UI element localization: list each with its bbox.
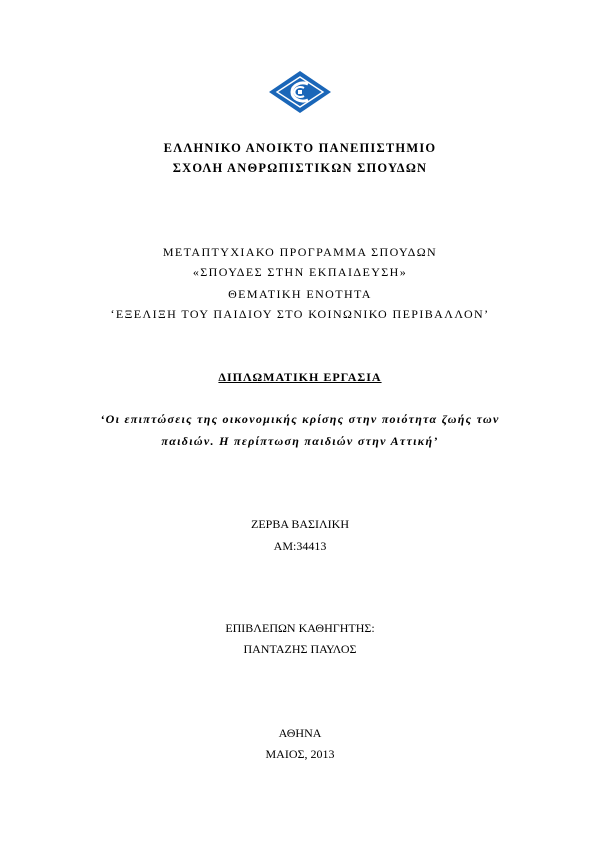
thesis-title-line-1: ‘Οι επιπτώσεις της οικονομικής κρίσης στην ποιότητα ζωής των (100, 412, 500, 426)
program-title: «ΣΠΟΥΔΕΣ ΣΤΗΝ ΕΚΠΑΙΔΕΥΣΗ» (192, 265, 408, 279)
thesis-label: ΔΙΠΛΩΜΑΤΙΚΗ ΕΡΓΑΣΙΑ (218, 370, 382, 384)
thesis-title-line-2: παιδιών. Η περίπτωση παιδιών στην Αττική’ (161, 434, 439, 448)
school-name: ΣΧΟΛΗ ΑΝΘΡΩΠΙΣΤΙΚΩΝ ΣΠΟΥΔΩΝ (172, 161, 428, 175)
module-title: ‘ΕΞΕΛΙΞΗ ΤΟΥ ΠΑΙΔΙΟΥ ΣΤΟ ΚΟΙΝΩΝΙΚΟ ΠΕΡΙΒΑΛΛΟΝ’ (110, 307, 490, 321)
university-logo-icon (268, 70, 332, 114)
author-name: ΖΕΡΒΑ ΒΑΣΙΛΙΚΗ (250, 517, 350, 531)
place: ΑΘΗΝΑ (278, 726, 322, 740)
program-name: ΜΕΤΑΠΤΥΧΙΑΚΟ ΠΡΟΓΡΑΜΜΑ ΣΠΟΥΔΩΝ (162, 245, 438, 259)
student-id: ΑΜ:34413 (273, 539, 327, 553)
supervisor-name: ΠΑΝΤΑΖΗΣ ΠΑΥΛΟΣ (243, 642, 357, 656)
date: ΜΑΙΟΣ, 2013 (265, 747, 335, 761)
university-name: ΕΛΛΗΝΙΚΟ ΑΝΟΙΚΤΟ ΠΑΝΕΠΙΣΤΗΜΙΟ (163, 141, 437, 155)
module-label: ΘΕΜΑΤΙΚΗ ΕΝΟΤΗΤΑ (228, 287, 372, 301)
university-logo-svg (268, 70, 332, 114)
supervisor-label: ΕΠΙΒΛΕΠΩΝ ΚΑΘΗΓΗΤΗΣ: (225, 621, 375, 635)
